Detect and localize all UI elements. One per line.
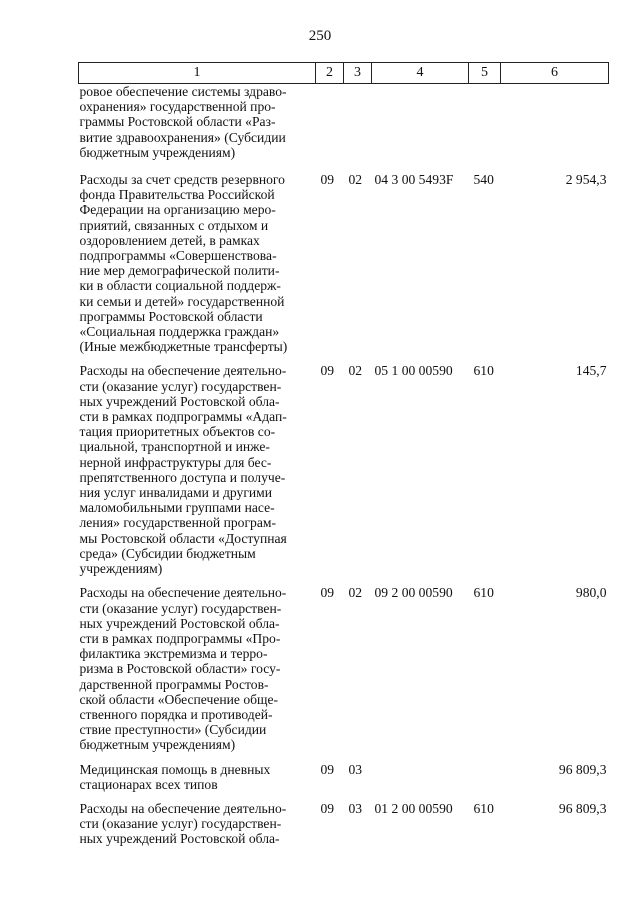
description-line: ния услуг инвалидами и другими [79, 485, 273, 501]
description-line: оздоровлением детей, в рамках [79, 232, 260, 248]
target-article-code [372, 84, 469, 164]
description-line: ки в области социальной поддерж- [79, 278, 281, 294]
table-row [79, 354, 609, 576]
description-line: подпрограммы «Совершенствова- [79, 248, 277, 264]
section-code: 09 [320, 585, 335, 601]
target-article-code [372, 753, 469, 792]
expense-type-code: 610 [473, 363, 494, 379]
description-line: ных учреждений Ростовской обла- [79, 831, 280, 847]
description-line: сти в рамках подпрограммы «Про- [79, 630, 281, 646]
row-description [79, 753, 316, 792]
description-line: Расходы на обеспечение деятельно- [79, 585, 287, 601]
section-code: 09 [320, 800, 335, 816]
row-description [79, 576, 316, 752]
description-line: ровое обеспечение системы здраво- [79, 84, 287, 99]
section-code: 09 [320, 172, 335, 188]
subsection-code: 02 [348, 585, 363, 601]
description-line: Федерации на организацию меро- [79, 202, 276, 218]
expense-type-code: 540 [473, 172, 494, 188]
description-line: тация приоритетных объектов со- [79, 424, 276, 440]
description-line: ления» государственной програм- [79, 515, 276, 531]
amount-value: 2 954,3 [565, 172, 607, 188]
table-row [79, 163, 609, 354]
description-line: стационарах всех типов [79, 776, 218, 792]
description-line: Расходы на обеспечение деятельно- [79, 800, 287, 816]
target-article-code: 09 2 00 00590 [374, 585, 453, 601]
description-line: ных учреждений Ростовской обла- [79, 615, 280, 631]
amount-value [501, 84, 609, 164]
description-line: дарственной программы Ростов- [79, 676, 269, 692]
description-line: ние мер демографической полити- [79, 263, 280, 279]
description-line: ствие преступности» (Субсидии [79, 722, 267, 738]
description-line: сти в рамках подпрограммы «Адап- [79, 409, 287, 425]
description-line: Медицинская помощь в дневных [79, 761, 271, 777]
description-line: ризма в Ростовской области» госу- [79, 661, 281, 677]
expense-type-code: 610 [473, 585, 494, 601]
target-article-code: 04 3 00 5493F [374, 172, 454, 188]
description-line: ных учреждений Ростовской обла- [79, 393, 280, 409]
description-line: ской области «Обеспечение обще- [79, 691, 279, 707]
description-line: маломобильными группами насе- [79, 500, 275, 516]
description-line: ственного порядка и противодей- [79, 706, 273, 722]
description-line: граммы Ростовской области «Раз- [79, 114, 276, 130]
description-line: нерной инфраструктуры для бес- [79, 454, 272, 470]
description-line: циальной, транспортной и инже- [79, 439, 270, 455]
table-body [79, 84, 609, 847]
description-line: учреждениям) [79, 561, 163, 577]
column-header-amount: 6 [501, 63, 609, 84]
page-number: 250 [308, 28, 332, 44]
subsection-code: 02 [348, 172, 363, 188]
amount-value: 96 809,3 [558, 800, 607, 816]
description-line: Расходы на обеспечение деятельно- [79, 363, 287, 379]
expense-type-code [469, 753, 501, 792]
table-header [79, 63, 609, 84]
description-line: (Иные межбюджетные трансферты) [79, 339, 288, 355]
table-row [79, 753, 609, 792]
table-row [79, 84, 609, 164]
budget-table [78, 62, 609, 847]
description-line: мы Ростовской области «Доступная [79, 530, 287, 546]
amount-value: 145,7 [575, 363, 607, 379]
description-line: сти (оказание услуг) государствен- [79, 816, 282, 832]
column-header-name: 1 [79, 63, 316, 84]
target-article-code: 05 1 00 00590 [374, 363, 453, 379]
table-row [79, 792, 609, 847]
column-header-subsection: 3 [344, 63, 372, 84]
description-line: охранения» государственной про- [79, 99, 276, 115]
description-line: среда» (Субсидии бюджетным [79, 545, 256, 561]
column-header-section: 2 [316, 63, 344, 84]
subsection-code: 03 [348, 761, 363, 777]
description-line: приятий, связанных с отдыхом и [79, 217, 269, 233]
row-description [79, 163, 316, 354]
table-row [79, 576, 609, 752]
column-header-expense-type: 5 [469, 63, 501, 84]
description-line: бюджетным учреждениям) [79, 144, 236, 160]
description-line: «Социальная поддержка граждан» [79, 324, 280, 340]
section-code: 09 [320, 363, 335, 379]
description-line: ки семьи и детей» государственной [79, 293, 285, 309]
subsection-code: 02 [348, 363, 363, 379]
target-article-code: 01 2 00 00590 [374, 800, 453, 816]
row-description [79, 354, 316, 576]
subsection-code [344, 84, 372, 164]
section-code [316, 84, 344, 164]
description-line: филактика экстремизма и терро- [79, 646, 268, 662]
description-line: программы Ростовской области [79, 308, 263, 324]
description-line: сти (оказание услуг) государствен- [79, 378, 282, 394]
description-line: витие здравоохранения» (Субсидии [79, 129, 286, 145]
description-line: препятственного доступа и получе- [79, 469, 286, 485]
description-line: сти (оказание услуг) государствен- [79, 600, 282, 616]
amount-value: 980,0 [575, 585, 607, 601]
subsection-code: 03 [348, 800, 363, 816]
row-description [79, 792, 316, 847]
expense-type-code: 610 [473, 800, 494, 816]
description-line: бюджетным учреждениям) [79, 737, 236, 753]
column-header-target-article: 4 [372, 63, 469, 84]
description-line: фонда Правительства Российской [79, 187, 275, 203]
expense-type-code [469, 84, 501, 164]
section-code: 09 [320, 761, 335, 777]
amount-value: 96 809,3 [558, 761, 607, 777]
description-line: Расходы за счет средств резервного [79, 172, 285, 188]
row-description [79, 84, 316, 164]
